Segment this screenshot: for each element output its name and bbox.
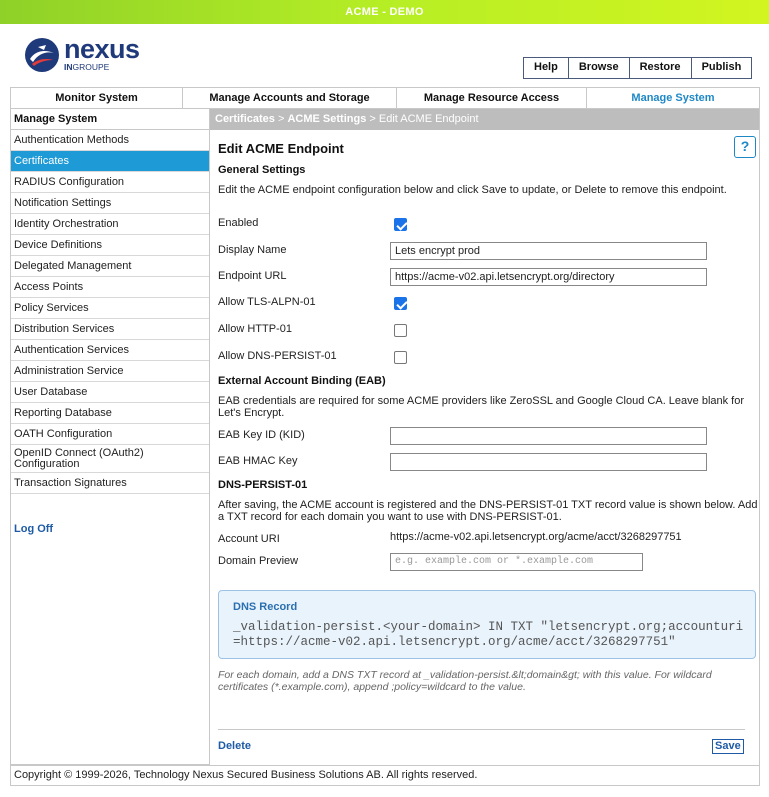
help-icon[interactable]: ? [734, 136, 756, 158]
endpoint-url-label: Endpoint URL [218, 270, 287, 282]
logo-wordmark: nexus [64, 34, 140, 64]
endpoint-url-input[interactable]: https://acme-v02.api.letsencrypt.org/directory [390, 268, 707, 286]
main-panel [210, 109, 760, 765]
tab-manage-system[interactable]: Manage System [631, 92, 715, 104]
tab-monitor-system[interactable]: Monitor System [11, 88, 183, 108]
delete-button[interactable]: Delete [218, 740, 252, 752]
main-tabs [10, 87, 760, 109]
enabled-checkbox[interactable] [394, 218, 407, 231]
nexus-logo-mark-icon [24, 37, 60, 73]
eab-hmac-label: EAB HMAC Key [218, 455, 298, 467]
browse-button[interactable]: Browse [569, 58, 630, 78]
sidebar-item-authentication-methods[interactable]: Authentication Methods [11, 130, 209, 151]
eab-heading: External Account Binding (EAB) [218, 375, 386, 387]
tls-alpn-label: Allow TLS-ALPN-01 [218, 296, 316, 308]
sidebar-item-identity-orchestration[interactable]: Identity Orchestration [11, 214, 209, 235]
domain-preview-input[interactable]: e.g. example.com or *.example.com [390, 553, 643, 571]
dns-record-title: DNS Record [233, 601, 298, 613]
sidebar-item-distribution-services[interactable]: Distribution Services [11, 319, 209, 340]
dns-persist-description: After saving, the ACME account is registered and the DNS-PERSIST-01 TXT record value is shown below. Add a TXT record for each domain you want to use with DNS-PERSIST-01. [218, 499, 758, 523]
footer-copyright: Copyright © 1999-2026, Technology Nexus Secured Business Solutions AB. All rights reserved. [10, 765, 760, 786]
sidebar-item-access-points[interactable]: Access Points [11, 277, 209, 298]
eab-kid-label: EAB Key ID (KID) [218, 429, 305, 441]
help-button[interactable]: Help [524, 58, 569, 78]
save-button[interactable]: Save [712, 739, 744, 754]
sidebar-item-reporting-database[interactable]: Reporting Database [11, 403, 209, 424]
sidebar-item-authentication-services[interactable]: Authentication Services [11, 340, 209, 361]
breadcrumb-acme-settings[interactable]: ACME Settings [287, 113, 367, 125]
breadcrumb-current: Edit ACME Endpoint [378, 113, 479, 125]
eab-hmac-input[interactable] [390, 453, 707, 471]
divider [218, 729, 745, 730]
display-name-label: Display Name [218, 244, 287, 256]
eab-description: EAB credentials are required for some ACME providers like ZeroSSL and Google Cloud CA. Leave blank for Let's Encrypt. [218, 395, 745, 419]
sidebar-item-oath-configuration[interactable]: OATH Configuration [11, 424, 209, 445]
enabled-label: Enabled [218, 217, 259, 229]
environment-banner: ACME - DEMO [0, 0, 769, 24]
sidebar-item-policy-services[interactable]: Policy Services [11, 298, 209, 319]
dns-record-note: For each domain, add a DNS TXT record at _validation-persist.&lt;domain&gt; with this value. For wildcard certificates (*.example.com), append ;policy=wildcard to the value. [218, 669, 712, 693]
sidebar-item-certificates[interactable]: Certificates [11, 151, 209, 172]
page-title: Edit ACME Endpoint [218, 141, 344, 156]
general-settings-heading: General Settings [218, 164, 306, 176]
account-uri-value: https://acme-v02.api.letsencrypt.org/acme/acct/3268297751 [390, 531, 682, 543]
sidebar [10, 109, 210, 765]
publish-button[interactable]: Publish [692, 58, 752, 78]
account-uri-label: Account URI [218, 533, 280, 545]
domain-preview-label: Domain Preview [218, 555, 299, 567]
display-name-input[interactable]: Lets encrypt prod [390, 242, 707, 260]
dns-record-box [218, 590, 756, 659]
logo-subtitle: INGROUPE [64, 62, 110, 72]
breadcrumb-certificates[interactable]: Certificates [215, 113, 275, 125]
breadcrumb: Certificates > ACME Settings > Edit ACME Endpoint [210, 109, 759, 130]
nexus-logo [24, 34, 154, 77]
eab-kid-input[interactable] [390, 427, 707, 445]
sidebar-item-user-database[interactable]: User Database [11, 382, 209, 403]
tls-alpn-checkbox[interactable] [394, 297, 407, 310]
sidebar-title: Manage System [11, 109, 209, 130]
sidebar-item-administration-service[interactable]: Administration Service [11, 361, 209, 382]
top-button-group [523, 57, 752, 79]
dns-record-value: _validation-persist.<your-domain> IN TXT "letsencrypt.org;accounturi=https://acme-v02.api.letsencrypt.org/acme/acct/3268297751" [233, 620, 744, 649]
tab-manage-resource-access[interactable]: Manage Resource Access [397, 88, 587, 108]
tab-manage-accounts-storage[interactable]: Manage Accounts and Storage [183, 88, 397, 108]
log-off-link[interactable]: Log Off [14, 523, 54, 535]
sidebar-item-openid-connect[interactable]: OpenID Connect (OAuth2) Configuration [11, 445, 209, 473]
dns-persist-label: Allow DNS-PERSIST-01 [218, 350, 337, 362]
general-settings-description: Edit the ACME endpoint configuration below and click Save to update, or Delete to remove this endpoint. [218, 184, 727, 196]
sidebar-item-device-definitions[interactable]: Device Definitions [11, 235, 209, 256]
http01-label: Allow HTTP-01 [218, 323, 292, 335]
restore-button[interactable]: Restore [630, 58, 692, 78]
sidebar-item-transaction-signatures[interactable]: Transaction Signatures [11, 473, 209, 494]
sidebar-item-delegated-management[interactable]: Delegated Management [11, 256, 209, 277]
dns-persist-checkbox[interactable] [394, 351, 407, 364]
dns-persist-heading: DNS-PERSIST-01 [218, 479, 308, 491]
sidebar-item-notification-settings[interactable]: Notification Settings [11, 193, 209, 214]
http01-checkbox[interactable] [394, 324, 407, 337]
sidebar-item-radius-configuration[interactable]: RADIUS Configuration [11, 172, 209, 193]
